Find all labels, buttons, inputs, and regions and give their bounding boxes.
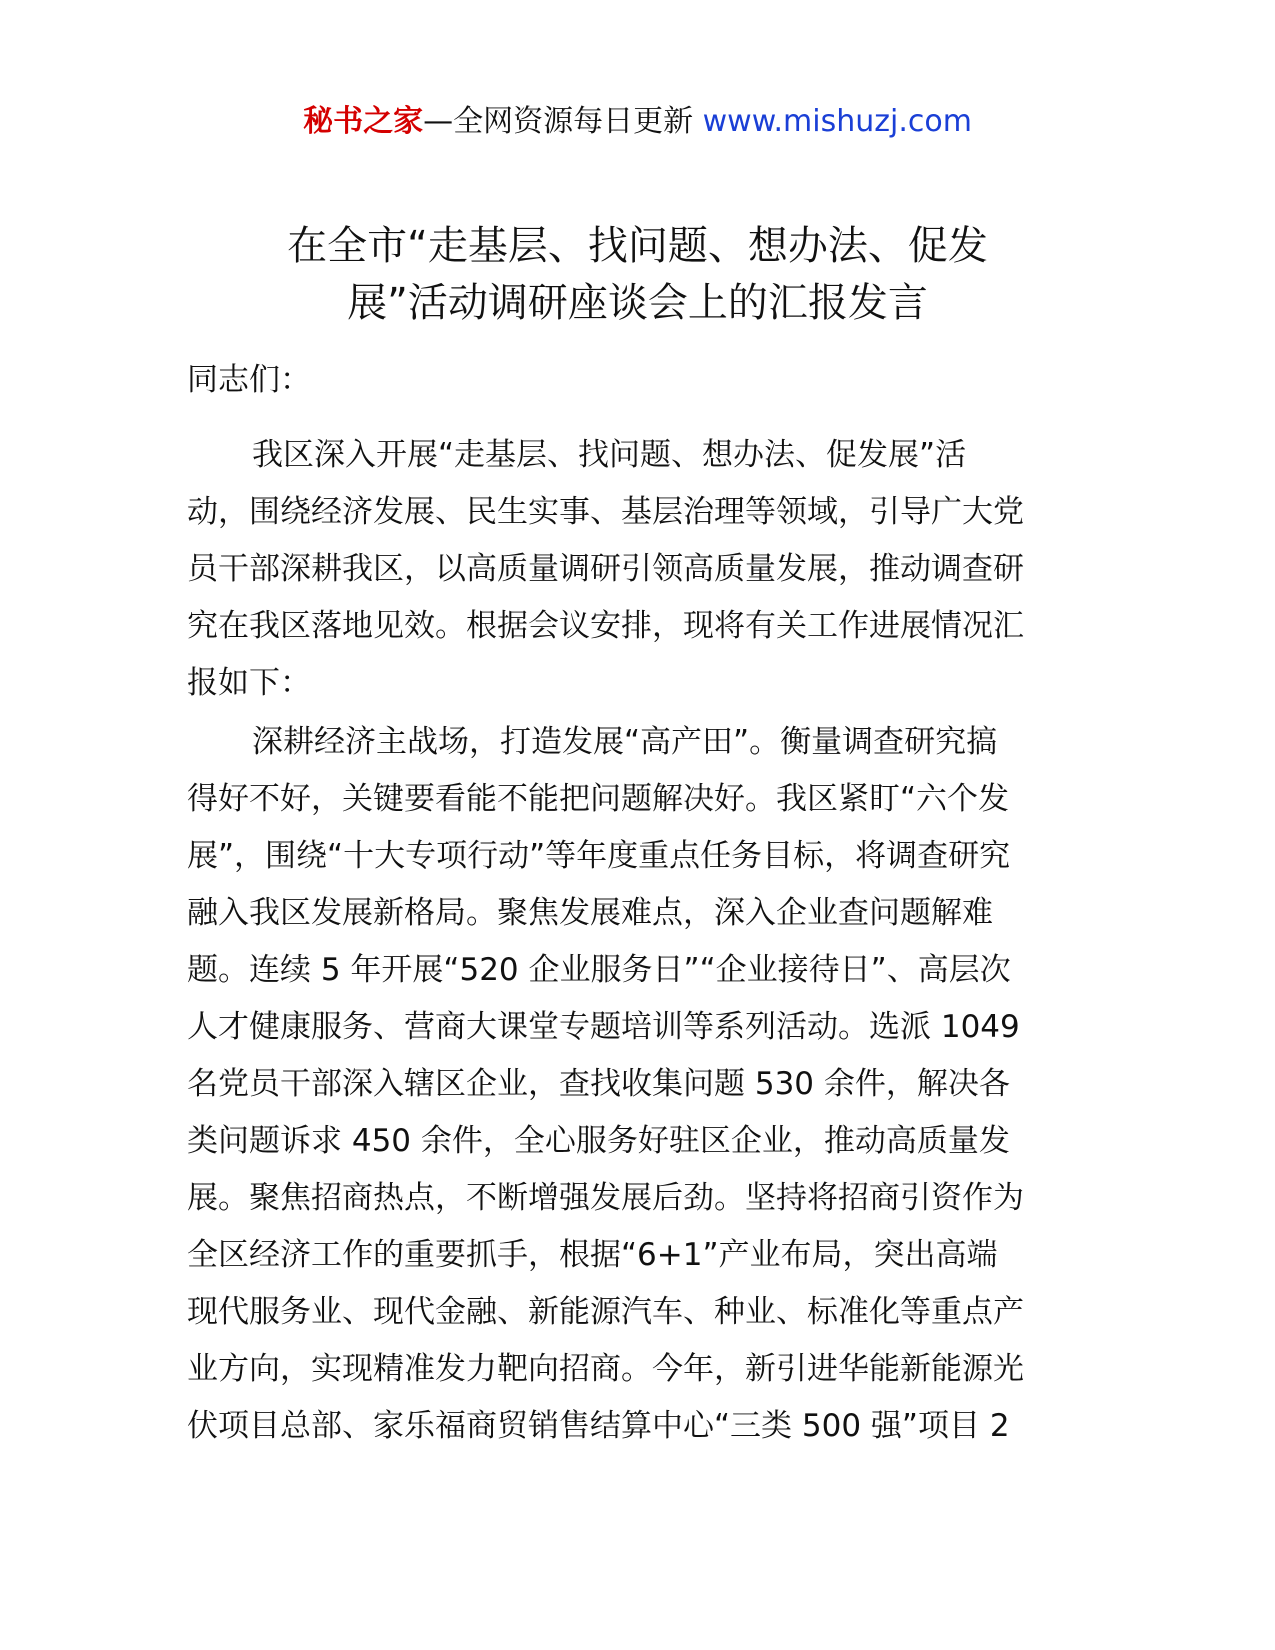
title-line-2: 展”活动调研座谈会上的汇报发言 [347, 280, 928, 326]
paragraph-intro [187, 427, 1087, 712]
title-line-1: 在全市“走基层、找问题、想办法、促发 [287, 223, 988, 269]
paragraph-line: 报如下： [187, 665, 311, 701]
paragraph-line: 深耕经济主战场，打造发展“高产田”。衡量调查研究搞 [252, 724, 998, 760]
paragraph-line: 融入我区发展新格局。聚焦发展难点，深入企业查问题解难 [187, 895, 993, 931]
paragraph-line: 全区经济工作的重要抓手，根据“6+1”产业布局，突出高端 [187, 1237, 998, 1273]
paragraph-line: 展。聚焦招商热点，不断增强发展后劲。坚持将招商引资作为 [187, 1180, 1024, 1216]
site-tagline: —全网资源每日更新 [423, 104, 703, 139]
paragraph-line: 究在我区落地见效。根据会议安排，现将有关工作进展情况汇 [187, 608, 1024, 644]
paragraph-line: 人才健康服务、营商大课堂专题培训等系列活动。选派 1049 [187, 1009, 1020, 1045]
paragraph-line: 现代服务业、现代金融、新能源汽车、种业、标准化等重点产 [187, 1294, 1024, 1330]
paragraph-line: 我区深入开展“走基层、找问题、想办法、促发展”活 [252, 437, 967, 473]
site-brand: 秘书之家 [303, 104, 424, 139]
paragraph-line: 题。连续 5 年开展“520 企业服务日”“企业接待日”、高层次 [187, 952, 1011, 988]
paragraph-line: 展”，围绕“十大专项行动”等年度重点任务目标，将调查研究 [187, 838, 1011, 874]
paragraph-line: 类问题诉求 450 余件，全心服务好驻区企业，推动高质量发 [187, 1123, 1010, 1159]
paragraph-line: 得好不好，关键要看能不能把问题解决好。我区紧盯“六个发 [187, 781, 1010, 817]
paragraph-line: 名党员干部深入辖区企业，查找收集问题 530 余件，解决各 [187, 1066, 1010, 1102]
paragraph-line: 动，围绕经济发展、民生实事、基层治理等领域，引导广大党 [187, 494, 1024, 530]
site-header [0, 102, 1275, 142]
paragraph-economy [187, 714, 1087, 1455]
document-title [180, 218, 1095, 332]
paragraph-line: 业方向，实现精准发力靶向招商。今年，新引进华能新能源光 [187, 1351, 1024, 1387]
paragraph-line: 员干部深耕我区，以高质量调研引领高质量发展，推动调查研 [187, 551, 1024, 587]
paragraph-line: 伏项目总部、家乐福商贸销售结算中心“三类 500 强”项目 2 [187, 1408, 1010, 1444]
site-url-link[interactable]: www.mishuzj.com [702, 104, 972, 139]
salutation: 同志们： [187, 362, 311, 398]
